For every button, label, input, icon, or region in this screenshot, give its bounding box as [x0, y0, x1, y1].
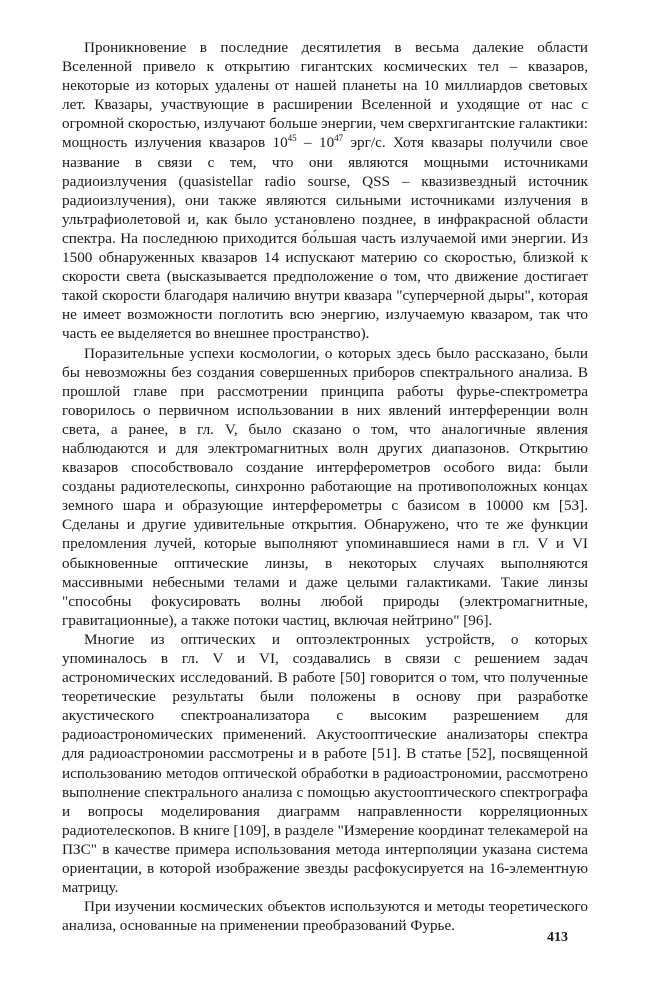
- exponent-47: 47: [334, 133, 344, 144]
- paragraph-1-part1: Проникновение в последние десятилетия в весьма далекие области Вселенной привело к открытию гигантских космических тел – квазаров, некоторые из которых удалены от нашей планеты на 10 миллиардов световых лет. Квазары, участвующие в расширении Вселенной и уходящие от нас с огромной скоростью, излучают больше энергии, чем сверхгигантские галактики: мощность излучения квазаров 10: [62, 39, 588, 152]
- paragraph-quasars: [62, 38, 588, 344]
- paragraph-cosmology-successes: Поразительные успехи космологии, о которых здесь было рассказано, были бы невозможны без создания совершенных приборов спектрального анализа. В прошлой главе при рассмотрении принципа работы фурье-спектрометра говорилось о первичном использовании в них явлений интерференции волн света, а ранее, в гл. V, было сказано о том, что аналогичные явления наблюдаются и для электромагнитных волн других диапазонов. Открытию квазаров способствовало создание интерферометров особого вида: были созданы радиотелескопы, синхронно работающие на противоположных концах земного шара и образующие интерферометры с базисом в 10000 км [53]. Сделаны и другие удивительные открытия. Обнаружено, что те же функции преломления лучей, которые выполняют упоминавшиеся нами в гл. V и VI обыкновенные оптические линзы, в некоторых случаях выполняются массивными небесными телами и даже целыми галактиками. Такие линзы "способны фокусировать волны любой природы (электромагнитные, гравитационные), а также потоки частиц, включая нейтрино" [96].: [62, 344, 588, 629]
- paragraph-optical-devices: Многие из оптических и оптоэлектронных устройств, о которых упоминалось в гл. V и VI, создавались в связи с решением задач астрономических исследований. В работе [50] говорится о том, что полученные теоретические результаты были положены в основу при разработке акустического спектроанализатора с высоким разрешением для радиоастрономических применений. Акустооптические анализаторы спектра для радиоастрономии рассмотрены и в работе [51]. В статье [52], посвященной использованию методов оптической обработки в радиоастрономии, рассмотрено выполнение спектрального анализа с помощью акустооптического спектрографа и вопросы моделирования диаграмм направленности корреляционных радиотелескопов. В книге [109], в разделе "Измерение координат телекамерой на ПЗС" в качестве примера использования метода интерполяции указана система ориентации, в которой изображение звезды расфокусируется на 16-элементную матрицу.: [62, 630, 588, 897]
- page-number: 413: [547, 930, 568, 945]
- page-body: [62, 38, 588, 935]
- paragraph-theoretical-analysis: При изучении космических объектов используются и методы теоретического анализа, основанные на применении преобразований Фурье.: [62, 898, 588, 935]
- paragraph-1-part3: эрг/с. Хотя квазары получили свое название в связи с тем, что они являются мощными источниками радиоизлучения (quasistellar radio sourse, QSS – квазизвездный источник радиоизлучения), они также являются сильными источниками излучения в ультрафиолетовой и, как было установлено позднее, в инфракрасной области спектра. На последнюю приходится бо́льшая часть излучаемой ими энергии. Из 1500 обнаруженных квазаров 14 испускают материю со скоростью, близкой к скорости света (высказывается предположение о том, что движение достигает такой скорости благодаря наличию внутри квазара "суперчерной дыры", которая не имеет возможности поглотить всю энергию, излучаемую квазаром, так что часть ее выделяется во внешнее пространство).: [62, 134, 588, 343]
- paragraph-1-part2: – 10: [296, 134, 335, 152]
- exponent-45: 45: [287, 133, 297, 144]
